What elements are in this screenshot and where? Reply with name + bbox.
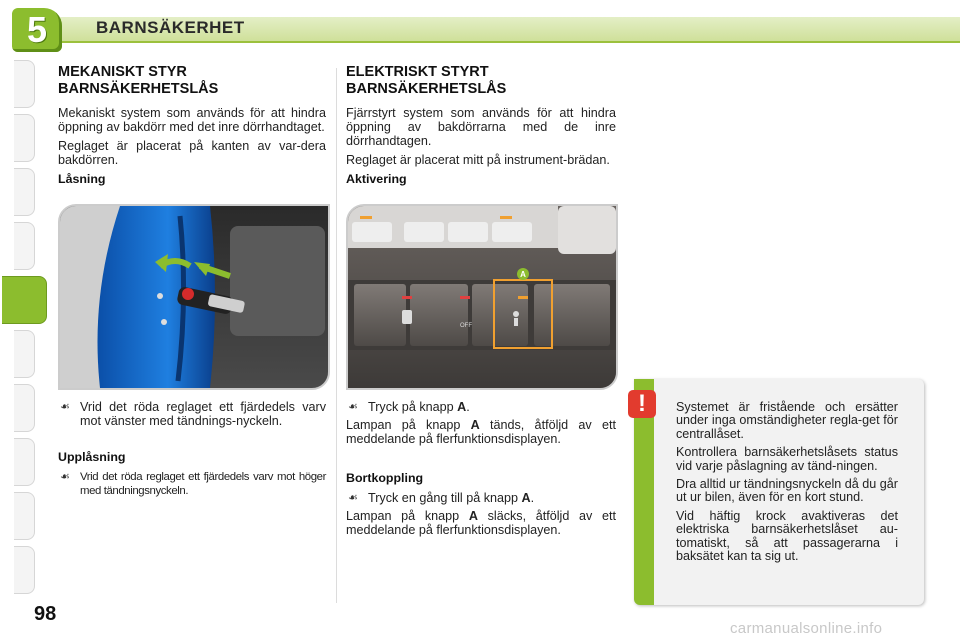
chapter-tab-8[interactable] xyxy=(14,438,35,486)
heading-line-2: BARNSÄKERHETSLÅS xyxy=(346,81,507,97)
unlock-bullet-text: Vrid det röda reglaget ett fjärdedels varv mot höger med tändningsnyckeln. xyxy=(80,471,326,497)
unlock-bullet xyxy=(58,470,326,498)
activation-instructions xyxy=(346,400,616,542)
deactivate-bullet-text: Tryck en gång till på knapp xyxy=(368,491,522,505)
punct: . xyxy=(530,491,535,505)
page-number: 98 xyxy=(34,603,57,625)
key-a: A xyxy=(521,491,531,505)
key-a: A xyxy=(468,509,478,523)
chapter-tab-6[interactable] xyxy=(14,330,35,378)
bullet-icon: ☙ xyxy=(348,401,358,413)
heading-line-1: MEKANISKT STYR xyxy=(58,64,187,80)
note-text xyxy=(676,401,898,568)
note-paragraph-2: Kontrollera barnsäkerhetslåsets status vid varje påslagning av tänd-ningen. xyxy=(676,445,898,473)
electric-desc: Fjärrstyrt system som används för att hindra öppning av bakdörrarna med de inre dörrhandtagen. xyxy=(346,106,616,148)
deactivate-bullet xyxy=(346,491,616,505)
deactivation-heading: Bortkoppling xyxy=(346,471,424,485)
heading-line-2: BARNSÄKERHETSLÅS xyxy=(58,81,219,97)
mechanical-desc: Mekaniskt system som används för att hindra öppning av bakdörr med det inre dörrhandtaget. xyxy=(58,106,326,134)
electric-lock-heading xyxy=(346,64,616,98)
lock-bullet xyxy=(58,400,326,428)
column-divider xyxy=(336,68,337,603)
chapter-tab-1[interactable] xyxy=(14,60,35,108)
locking-instructions xyxy=(58,400,326,498)
bullet-icon: ☙ xyxy=(60,401,70,413)
button-a-marker: A xyxy=(520,270,526,279)
chapter-tab-3[interactable] xyxy=(14,168,35,216)
chapter-title: BARNSÄKERHET xyxy=(96,18,245,37)
chapter-badge xyxy=(12,8,62,52)
activate-bullet-text: Tryck på knapp xyxy=(368,400,458,414)
key-a: A xyxy=(470,418,480,432)
electric-location: Reglaget är placerat mitt på instrument-brädan. xyxy=(346,153,610,167)
note-paragraph-1: Systemet är fristående och ersätter under inga omständigheter regla-get för centrallåset. xyxy=(676,400,898,441)
note-paragraph-4: Vid häftig krock avaktiveras det elektriska barnsäkerhetslåset au-tomatiskt, så att passagerarna i baksätet kan ta sig ut. xyxy=(676,508,898,564)
chapter-tab-10[interactable] xyxy=(14,546,35,594)
warning-icon: ! xyxy=(628,390,656,418)
activation-heading: Aktivering xyxy=(346,172,407,186)
mechanical-lock-section xyxy=(58,64,326,192)
electric-lock-section xyxy=(346,64,616,192)
chapter-tab-4[interactable] xyxy=(14,222,35,270)
activate-result: Lampan på knapp A tänds, åtföljd av ett meddelande på flerfunktionsdisplayen. xyxy=(346,418,616,446)
door-lock-photo xyxy=(58,204,330,390)
deactivate-result: Lampan på knapp A släcks, åtföljd av ett meddelande på flerfunktionsdisplayen. xyxy=(346,509,616,537)
punct: . xyxy=(466,400,470,414)
unlocking-heading: Upplåsning xyxy=(58,450,126,464)
heading-line-1: ELEKTRISKT STYRT xyxy=(346,64,489,80)
note-paragraph-3: Dra alltid ur tändningsnyckeln då du går ut ur bilen, även för en kort stund. xyxy=(676,477,898,505)
dashboard-illustration xyxy=(348,206,616,388)
chapter-tab-7[interactable] xyxy=(14,384,35,432)
chapter-tab-9[interactable] xyxy=(14,492,35,540)
mechanical-location: Reglaget är placerat på kanten av var-dera bakdörren. xyxy=(58,139,326,167)
bullet-icon: ☙ xyxy=(60,471,70,483)
dashboard-photo xyxy=(346,204,618,390)
activate-bullet xyxy=(346,400,616,414)
mechanical-lock-heading xyxy=(58,64,326,98)
page-header xyxy=(0,0,960,52)
chapter-number: 5 xyxy=(26,9,48,50)
key-a: A xyxy=(457,400,467,414)
warning-note xyxy=(634,379,924,605)
watermark: carmanualsonline.info xyxy=(730,620,883,637)
door-lock-illustration xyxy=(60,206,328,388)
chapter-tab-5-active[interactable] xyxy=(2,276,47,324)
locking-heading: Låsning xyxy=(58,172,106,186)
bullet-icon: ☙ xyxy=(348,492,358,504)
chapter-tab-2[interactable] xyxy=(14,114,35,162)
esp-off-label: OFF xyxy=(460,323,472,329)
lock-bullet-text: Vrid det röda reglaget ett fjärdedels varv mot vänster med tändnings-nyckeln. xyxy=(80,400,326,428)
